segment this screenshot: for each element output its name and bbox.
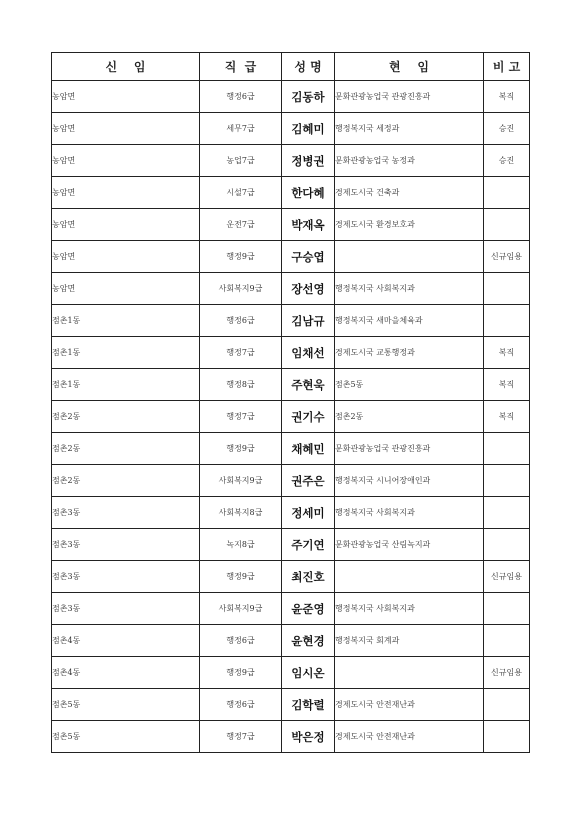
grade-cell: 행정9급	[200, 657, 282, 689]
note-cell	[484, 305, 530, 337]
table-row	[52, 177, 530, 209]
grade-cell: 행정6급	[200, 81, 282, 113]
new-post-cell: 점촌2동	[52, 433, 200, 465]
name-cell: 김혜미	[282, 113, 335, 145]
table-row	[52, 561, 530, 593]
note-cell: 복직	[484, 81, 530, 113]
new-post-cell: 점촌1동	[52, 337, 200, 369]
personnel-table	[51, 52, 530, 753]
current-post-cell: 행정복지국 시니어장애인과	[335, 465, 484, 497]
new-post-cell: 점촌5동	[52, 689, 200, 721]
current-post-cell: 경제도시국 안전재난과	[335, 689, 484, 721]
grade-cell: 시설7급	[200, 177, 282, 209]
grade-cell: 사회복지9급	[200, 273, 282, 305]
note-cell: 신규임용	[484, 561, 530, 593]
note-cell	[484, 689, 530, 721]
table-body	[52, 81, 530, 753]
table-row	[52, 433, 530, 465]
grade-cell: 행정6급	[200, 689, 282, 721]
name-cell: 한다혜	[282, 177, 335, 209]
current-post-cell	[335, 561, 484, 593]
current-post-cell: 점촌2동	[335, 401, 484, 433]
new-post-cell: 점촌3동	[52, 529, 200, 561]
new-post-cell: 점촌1동	[52, 305, 200, 337]
table-row	[52, 593, 530, 625]
new-post-cell: 점촌1동	[52, 369, 200, 401]
table-row	[52, 145, 530, 177]
name-cell: 윤현경	[282, 625, 335, 657]
table-row	[52, 721, 530, 753]
grade-cell: 사회복지8급	[200, 497, 282, 529]
current-post-cell: 문화관광농업국 관광진흥과	[335, 433, 484, 465]
grade-cell: 세무7급	[200, 113, 282, 145]
current-post-cell: 경제도시국 건축과	[335, 177, 484, 209]
note-cell	[484, 593, 530, 625]
grade-cell: 운전7급	[200, 209, 282, 241]
grade-cell: 행정9급	[200, 561, 282, 593]
current-post-cell	[335, 241, 484, 273]
note-cell: 복직	[484, 337, 530, 369]
new-post-cell: 점촌2동	[52, 465, 200, 497]
name-cell: 채혜민	[282, 433, 335, 465]
new-post-cell: 점촌3동	[52, 593, 200, 625]
new-post-cell: 농암면	[52, 209, 200, 241]
new-post-cell: 농암면	[52, 81, 200, 113]
header-current-post: 현 임	[335, 53, 484, 81]
new-post-cell: 점촌5동	[52, 721, 200, 753]
current-post-cell: 경제도시국 교통행정과	[335, 337, 484, 369]
current-post-cell: 행정복지국 사회복지과	[335, 593, 484, 625]
current-post-cell: 문화관광농업국 농정과	[335, 145, 484, 177]
note-cell: 복직	[484, 401, 530, 433]
name-cell: 최진호	[282, 561, 335, 593]
new-post-cell: 농암면	[52, 177, 200, 209]
name-cell: 정세미	[282, 497, 335, 529]
name-cell: 임채선	[282, 337, 335, 369]
new-post-cell: 점촌3동	[52, 561, 200, 593]
grade-cell: 행정6급	[200, 305, 282, 337]
note-cell	[484, 465, 530, 497]
table-row	[52, 113, 530, 145]
current-post-cell: 문화관광농업국 산림녹지과	[335, 529, 484, 561]
table-row	[52, 497, 530, 529]
name-cell: 정병권	[282, 145, 335, 177]
grade-cell: 행정7급	[200, 401, 282, 433]
current-post-cell: 점촌5동	[335, 369, 484, 401]
name-cell: 김동하	[282, 81, 335, 113]
name-cell: 주현욱	[282, 369, 335, 401]
note-cell: 승진	[484, 113, 530, 145]
note-cell	[484, 529, 530, 561]
current-post-cell: 행정복지국 사회복지과	[335, 273, 484, 305]
table-row	[52, 273, 530, 305]
name-cell: 윤준영	[282, 593, 335, 625]
new-post-cell: 농암면	[52, 145, 200, 177]
new-post-cell: 점촌4동	[52, 625, 200, 657]
header-row	[52, 53, 530, 81]
header-note: 비 고	[484, 53, 530, 81]
new-post-cell: 점촌3동	[52, 497, 200, 529]
current-post-cell: 행정복지국 세정과	[335, 113, 484, 145]
table-row	[52, 337, 530, 369]
grade-cell: 행정9급	[200, 241, 282, 273]
current-post-cell: 행정복지국 새마을체육과	[335, 305, 484, 337]
grade-cell: 행정8급	[200, 369, 282, 401]
current-post-cell: 행정복지국 회계과	[335, 625, 484, 657]
name-cell: 구승엽	[282, 241, 335, 273]
note-cell: 신규임용	[484, 241, 530, 273]
table-header	[52, 53, 530, 81]
name-cell: 김학렬	[282, 689, 335, 721]
note-cell	[484, 497, 530, 529]
grade-cell: 농업7급	[200, 145, 282, 177]
note-cell: 복직	[484, 369, 530, 401]
current-post-cell: 행정복지국 사회복지과	[335, 497, 484, 529]
header-grade: 직 급	[200, 53, 282, 81]
note-cell	[484, 433, 530, 465]
new-post-cell: 점촌2동	[52, 401, 200, 433]
note-cell	[484, 721, 530, 753]
grade-cell: 행정7급	[200, 721, 282, 753]
new-post-cell: 농암면	[52, 113, 200, 145]
grade-cell: 녹지8급	[200, 529, 282, 561]
note-cell: 신규임용	[484, 657, 530, 689]
note-cell	[484, 625, 530, 657]
new-post-cell: 농암면	[52, 273, 200, 305]
new-post-cell: 점촌4동	[52, 657, 200, 689]
note-cell	[484, 273, 530, 305]
table-row	[52, 657, 530, 689]
grade-cell: 사회복지9급	[200, 465, 282, 497]
current-post-cell: 경제도시국 안전재난과	[335, 721, 484, 753]
table-row	[52, 529, 530, 561]
name-cell: 박재옥	[282, 209, 335, 241]
note-cell	[484, 177, 530, 209]
table-row	[52, 81, 530, 113]
table-row	[52, 241, 530, 273]
table-row	[52, 401, 530, 433]
grade-cell: 행정9급	[200, 433, 282, 465]
name-cell: 권주은	[282, 465, 335, 497]
name-cell: 장선영	[282, 273, 335, 305]
table-row	[52, 689, 530, 721]
name-cell: 주기연	[282, 529, 335, 561]
current-post-cell: 문화관광농업국 관광진흥과	[335, 81, 484, 113]
name-cell: 박은정	[282, 721, 335, 753]
grade-cell: 행정7급	[200, 337, 282, 369]
grade-cell: 사회복지9급	[200, 593, 282, 625]
table-row	[52, 465, 530, 497]
name-cell: 권기수	[282, 401, 335, 433]
new-post-cell: 농암면	[52, 241, 200, 273]
table-row	[52, 369, 530, 401]
current-post-cell	[335, 657, 484, 689]
header-name: 성 명	[282, 53, 335, 81]
table-row	[52, 209, 530, 241]
header-new-post: 신 임	[52, 53, 200, 81]
name-cell: 임시온	[282, 657, 335, 689]
table-row	[52, 305, 530, 337]
table-row	[52, 625, 530, 657]
grade-cell: 행정6급	[200, 625, 282, 657]
note-cell	[484, 209, 530, 241]
current-post-cell: 경제도시국 환경보호과	[335, 209, 484, 241]
note-cell: 승진	[484, 145, 530, 177]
name-cell: 김남규	[282, 305, 335, 337]
